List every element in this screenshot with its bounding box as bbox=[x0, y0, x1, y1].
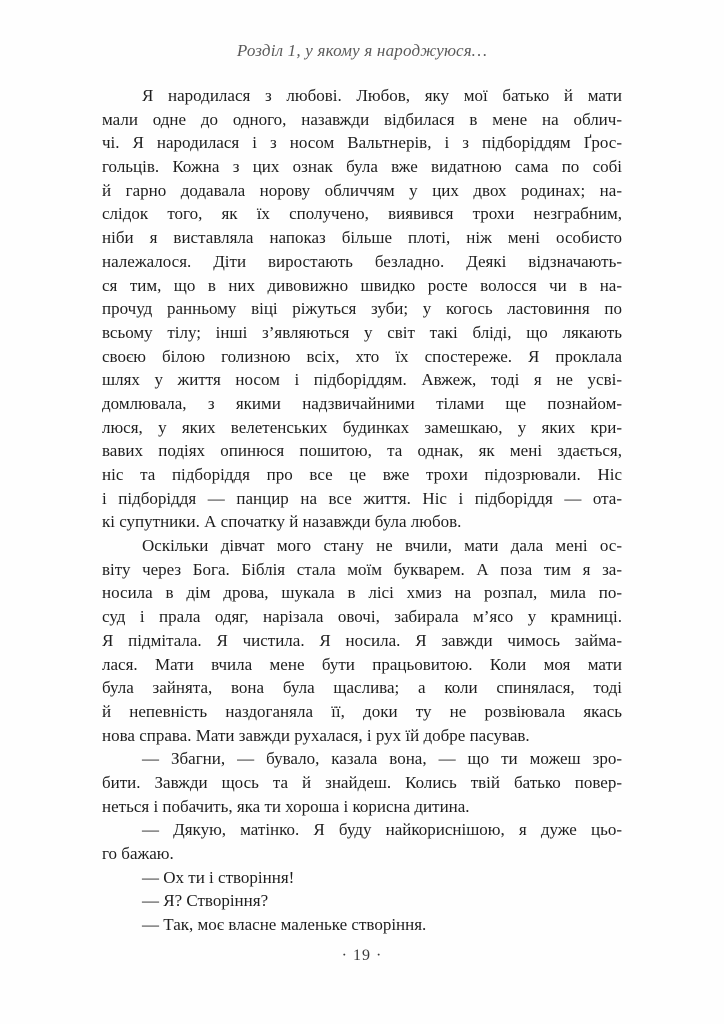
text-line: лася. Мати вчила мене бути працьовитою. Коли моя мати bbox=[102, 654, 622, 674]
text-line: — Так, моє власне маленьке створіння. bbox=[142, 915, 427, 935]
text-line: носила в дім дрова, шукала в лісі хмиз на розпал, мила по- bbox=[102, 583, 622, 603]
text-line: суд і прала одяг, нарізала овочі, забирала м’ясо у крамниці. bbox=[102, 607, 622, 627]
text-line: слідок того, як їх сполучено, виявився трохи незграбним, bbox=[102, 204, 622, 224]
text-line: неться і побачить, яка ти хороша і корисна дитина. bbox=[102, 796, 470, 816]
text-line: домлювала, з якими надзвичайними тілами ще познайом- bbox=[102, 393, 622, 413]
text-line: ніби я виставляла напоказ більше плоті, ніж мені особисто bbox=[102, 228, 622, 248]
text-line: шлях у життя носом і підборіддям. Авжеж, тоді я не усві- bbox=[102, 370, 622, 390]
text-line: — Дякую, матінко. Я буду найкориснішою, я дуже цьо- bbox=[142, 820, 622, 840]
text-line: кі супутники. А спочатку й назавжди була любов. bbox=[102, 512, 462, 532]
text-line: люся, у яких велетенських будинках замешкаю, у яких кри- bbox=[102, 417, 622, 437]
text-line: належалося. Діти виростають безладно. Деякі відзначають- bbox=[102, 251, 622, 271]
text-line: і підборіддя — панцир на все життя. Ніс і підборіддя — ота- bbox=[102, 488, 622, 508]
chapter-running-head: Розділ 1, у якому я народжуюся… bbox=[236, 41, 488, 60]
text-line: віту через Бога. Біблія стала моїм букварем. А поза тим я за- bbox=[102, 559, 622, 579]
text-line: ся тим, що в них дивовижно швидко росте волосся чи в на- bbox=[102, 275, 622, 295]
text-line: Я народилася з любові. Любов, яку мої батько й мати bbox=[142, 86, 622, 105]
text-line: всьому тілу; інші з’являються у світ такі бліді, що лякають bbox=[102, 322, 622, 342]
text-line: чі. Я народилася і з носом Вальтнерів, і з підборіддям Ґрос- bbox=[102, 133, 622, 153]
text-line: й непевність наздоганяла її, доки ту не розвіювала якась bbox=[102, 701, 622, 721]
text-line: мали одне до одного, назавжди відбилася в мене на облич- bbox=[102, 109, 622, 129]
page-number: · 19 · bbox=[341, 947, 383, 964]
text-line: й гарно додавала норову обличчям у цих двох родинах; на- bbox=[102, 180, 622, 200]
text-line: нова справа. Мати завжди рухалася, і рух їй добре пасував. bbox=[102, 725, 530, 745]
text-line: го бажаю. bbox=[102, 844, 174, 863]
page-body bbox=[102, 84, 622, 937]
text-line: своєю білою голизною всіх, хто їх спостереже. Я проклала bbox=[102, 346, 622, 366]
text-line: Оскільки дівчат мого стану не вчили, мати дала мені ос- bbox=[142, 536, 622, 556]
text-line: — Я? Створіння? bbox=[142, 891, 269, 911]
text-line: — Збагни, — бувало, казала вона, — що ти можеш зро- bbox=[142, 749, 622, 769]
text-line: прочуд ранньому віці ріжуться зуби; у когось ластовиння по bbox=[102, 299, 622, 319]
text-line: була зайнята, вона була щаслива; а коли спинялася, тоді bbox=[102, 678, 622, 698]
text-line: вавих подіях опинюся пошитою, та однак, як мені здається, bbox=[102, 441, 622, 461]
text-line: бити. Завжди щось та й знайдеш. Колись твій батько повер- bbox=[102, 772, 622, 792]
text-line: — Ох ти і створіння! bbox=[142, 867, 295, 887]
text-line: Я підмітала. Я чистила. Я носила. Я завжди чимось займа- bbox=[102, 630, 622, 650]
text-line: гольців. Кожна з цих ознак була вже видатною сама по собі bbox=[102, 157, 622, 177]
text-line: ніс та підборіддя про все це вже трохи підозрювали. Ніс bbox=[102, 465, 622, 484]
